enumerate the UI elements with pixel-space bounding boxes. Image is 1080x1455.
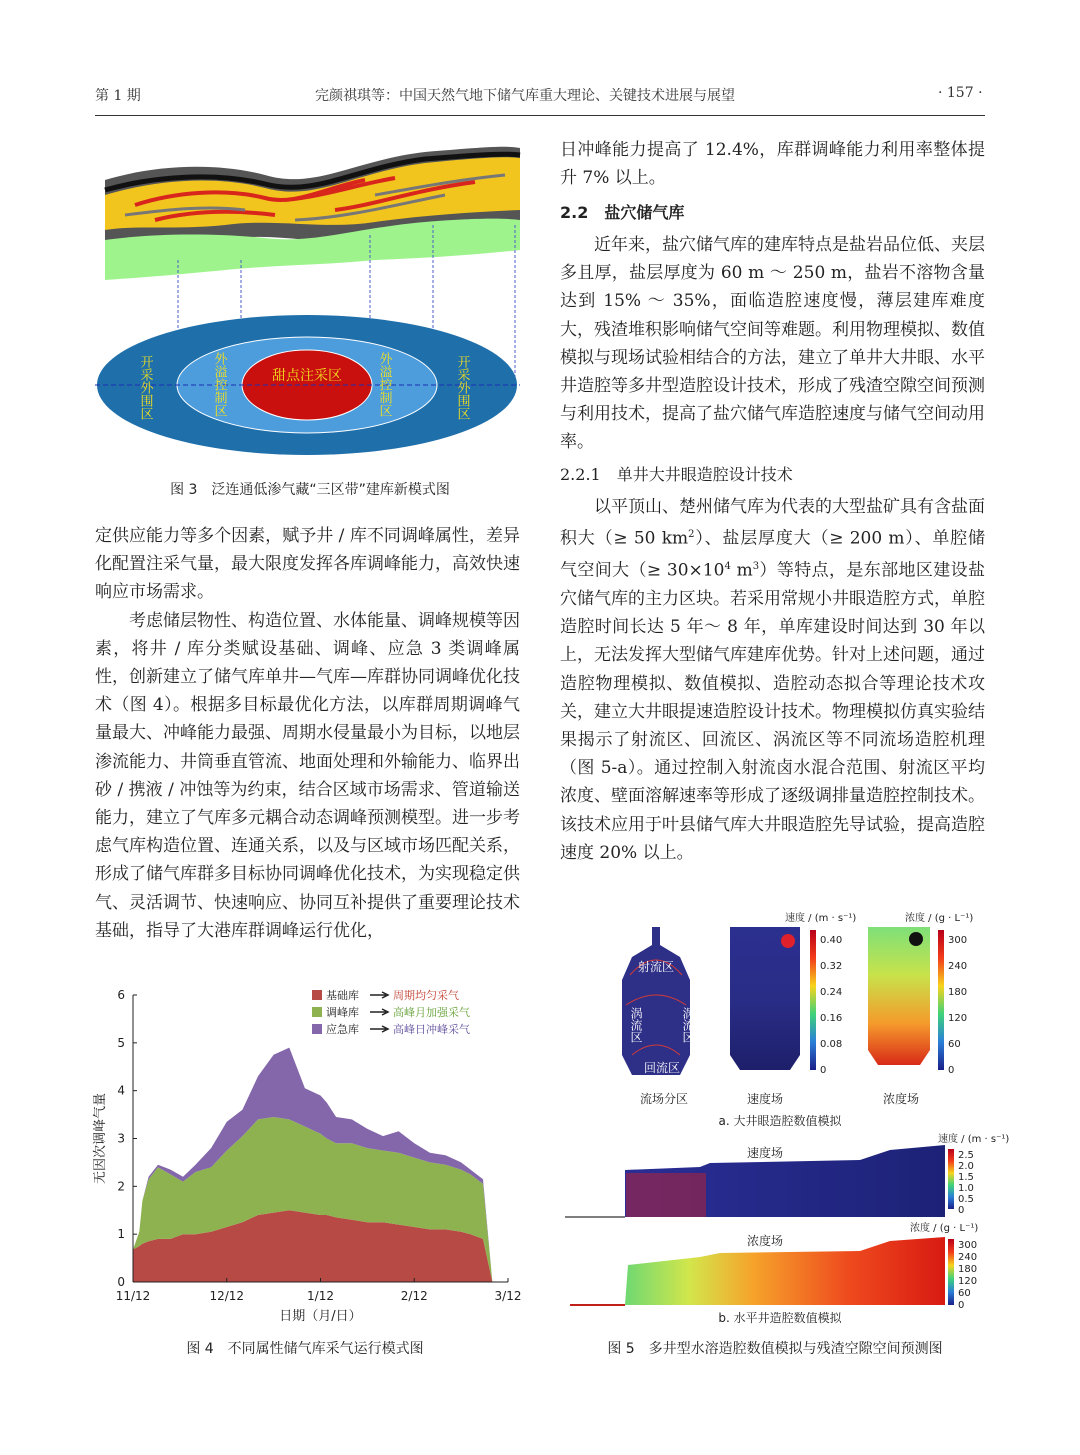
colorbar-tick: 240 [948, 961, 968, 972]
zone-label-sweet: 甜点注采区 [272, 368, 342, 384]
legend-description: 高峰日冲峰采气 [393, 1023, 470, 1036]
velocity-high-zone [626, 1173, 706, 1217]
legend-description: 周期均匀采气 [393, 989, 459, 1002]
subsection-heading: 2.2.1 单井大井眼造腔设计技术 [560, 465, 793, 484]
header-rule [95, 115, 985, 116]
zone-vortex-left-label: 涡流区 [629, 1007, 643, 1043]
x-tick-label: 11/12 [115, 1289, 151, 1303]
y-tick-label: 0 [117, 1275, 125, 1289]
y-tick-label: 6 [117, 988, 125, 1002]
colorbar-tick: 120 [948, 1013, 968, 1024]
legend-arrow-icon [370, 1009, 388, 1015]
colorbar-tick: 240 [958, 1252, 978, 1263]
colorbar-tick: 0 [958, 1300, 965, 1311]
flow-zone-label: 流场分区 [639, 1092, 689, 1106]
y-axis-label: 无因次调峰气量 [93, 1092, 108, 1185]
colorbar-tick: 60 [958, 1288, 971, 1299]
page-number: · 157 · [938, 85, 983, 101]
colorbar-tick: 300 [958, 1240, 978, 1251]
right-column-text-mid [560, 231, 985, 457]
figure-3-caption: 图 3 泛连通低渗气藏“三区带”建库新模式图 [170, 482, 450, 498]
legend-label: 调峰库 [326, 1006, 359, 1019]
section-heading: 2.2 盐穴储气库 [560, 203, 685, 222]
colorbar-tick: 2.0 [958, 1161, 974, 1172]
y-tick-label: 4 [117, 1083, 125, 1098]
velocity-field-label: 速度场 [746, 1092, 784, 1106]
x-tick-label: 3/12 [494, 1289, 522, 1303]
colorbar-tick: 1.0 [958, 1183, 974, 1194]
velocity-colorbar [810, 930, 816, 1070]
x-axis-label: 日期（月/日） [279, 1309, 362, 1324]
concentration-colorbar [938, 930, 944, 1070]
horizontal-concentration-field [625, 1237, 945, 1305]
paragraph [560, 493, 985, 867]
x-tick-label: 12/12 [209, 1289, 245, 1303]
legend-swatch [312, 1024, 322, 1034]
hconc-title: 浓度场 [746, 1234, 784, 1248]
figure-4-caption: 图 4 不同属性储气库采气运行模式图 [186, 1341, 424, 1357]
legend-arrow-icon [370, 1026, 388, 1032]
legend-label: 应急库 [326, 1023, 359, 1036]
y-tick-label: 1 [117, 1227, 125, 1242]
colorbar-tick: 1.5 [958, 1172, 974, 1183]
fig5a-caption: a. 大井眼造腔数值模拟 [718, 1114, 842, 1128]
right-column-text-top [560, 136, 985, 192]
hvel-unit-label: 速度 / (m · s⁻¹) [938, 1134, 1010, 1145]
text-run: ）等特点，是东部地区建设盐穴储气库的主力区块。若采用常规小井眼造腔方式，单腔造腔时间长达 5 年～ 8 年，单库建设时间达到 30 年以上，无法发挥大型储气库建库优势。针对上述问题，通过造腔物理模拟、数值模拟、造腔动态拟合等理论技术攻关，建立大井眼提速造腔设计技术。物理模拟仿真实验结果揭示了射流区、回流区、涡流区等不同流场造腔机理（图 5-a）。通过控制入射流卤水混合范围、射流区平均浓度、壁面溶解速率等形成了逐级调排量造腔控制技术。该技术应用于叶县储气库大井眼造腔先导试验，提高造腔速度 20% 以上。 [560, 560, 986, 863]
hvel-title: 速度场 [746, 1146, 784, 1160]
zone-vortex-right-label: 涡流区 [681, 1007, 695, 1043]
superscript: 4 [724, 561, 731, 573]
paragraph: 考虑储层物性、构造位置、水体能量、调峰规模等因素，将井 / 库分类赋设基础、调峰、应急 3 类调峰属性，创新建立了储气库单井—气库—库群协同调峰优化技术（图 4）。根据多目标最优化方法，以库群周期调峰气量最大、冲峰能力最强、周期水侵量最小为目标，以地层渗流能力、井筒垂直管流、地面处理和外输能力、临界出砂 / 携液 / 冲蚀等为约束，结合区域市场需求、管道输送能力，建立了气库多元耦合动态调峰预测模型。进一步考虑气库构造位置、连通关系，以及与区域市场匹配关系，形成了储气库群多目标协同调峰优化技术，为实现稳定供气、灵活调节、快速响应、协同互补提供了重要理论技术基础，指导了大港库群调峰运行优化， [95, 610, 520, 941]
figure-4-chart [90, 985, 530, 1330]
y-tick-label: 5 [117, 1035, 125, 1050]
figure-3 [95, 130, 525, 460]
legend-arrow-icon [370, 992, 388, 998]
colorbar-tick: 300 [948, 935, 968, 946]
legend-label: 基础库 [326, 989, 359, 1002]
paragraph: 日冲峰能力提高了 12.4%，库群调峰能力利用率整体提升 7% 以上。 [560, 140, 985, 189]
colorbar-tick: 0.08 [820, 1039, 843, 1050]
right-column-text-bottom [560, 493, 985, 867]
colorbar-tick: 0 [948, 1065, 955, 1076]
legend-swatch [312, 990, 322, 1000]
colorbar-tick: 60 [948, 1039, 961, 1050]
colorbar-tick: 0.16 [820, 1013, 843, 1024]
velocity-cavern [730, 927, 800, 1070]
fig5b-caption: b. 水平井造腔数值模拟 [718, 1311, 842, 1325]
issue-number: 第 1 期 [95, 88, 141, 104]
colorbar-tick: 0.40 [820, 935, 843, 946]
legend-swatch [312, 1007, 322, 1017]
colorbar-tick: 0 [820, 1065, 827, 1076]
legend-description: 高峰月加强采气 [393, 1006, 470, 1019]
hvel-colorbar [948, 1149, 954, 1209]
superscript: 2 [688, 529, 695, 541]
figure-5 [560, 905, 1010, 1330]
zone-label-overflow-right: 外溢控制区 [376, 352, 392, 417]
concentration-cavern [868, 927, 930, 1065]
velocity-unit-label: 速度 / (m · s⁻¹) [785, 913, 857, 924]
y-tick-label: 2 [117, 1179, 125, 1194]
colorbar-tick: 0.32 [820, 961, 843, 972]
concentration-hotspot [909, 932, 923, 946]
zone-label-outer-right: 开采外围区 [454, 355, 470, 420]
colorbar-tick: 120 [958, 1276, 978, 1287]
zone-return-label: 回流区 [643, 1061, 681, 1075]
colorbar-tick: 2.5 [958, 1150, 974, 1161]
figure-5-caption: 图 5 多井型水溶造腔数值模拟与残渣空隙空间预测图 [607, 1341, 943, 1357]
superscript: 3 [752, 561, 760, 573]
concentration-unit-label: 浓度 / (g · L⁻¹) [905, 913, 974, 924]
colorbar-tick: 0.5 [958, 1194, 974, 1205]
paragraph: 定供应能力等多个因素，赋予井 / 库不同调峰属性，差异化配置注采气量，最大限度发挥各库调峰能力，高效快速响应市场需求。 [95, 526, 520, 603]
x-tick-label: 1/12 [307, 1289, 334, 1303]
colorbar-tick: 180 [948, 987, 968, 998]
velocity-hotspot [781, 934, 795, 948]
running-title: 完颜祺琪等：中国天然气地下储气库重大理论、关键技术进展与展望 [315, 88, 735, 104]
hconc-unit-label: 浓度 / (g · L⁻¹) [910, 1223, 979, 1234]
text-run: m [730, 560, 753, 581]
hconc-colorbar [948, 1239, 954, 1305]
x-tick-label: 2/12 [400, 1289, 428, 1303]
text-run: ）、盐层厚度大（≥ 200 m）、单腔储气空间大（≥ 30×10 [560, 528, 986, 581]
colorbar-tick: 180 [958, 1264, 978, 1275]
concentration-field-label: 浓度场 [882, 1092, 920, 1106]
colorbar-tick: 0 [958, 1205, 965, 1216]
zone-jet-label: 射流区 [637, 960, 675, 974]
y-tick-label: 3 [117, 1131, 125, 1146]
paragraph: 近年来，盐穴储气库的建库特点是盐岩品位低、夹层多且厚，盐层厚度为 60 m ～ 250 m，盐岩不溶物含量达到 15% ～ 35%，面临造腔速度慢，薄层建库难度大，残渣堆积影响储气空间等难题。利用物理模拟、数值模拟与现场试验相结合的方法，建立了单井大井眼、水平井造腔等多井型造腔设计技术，形成了残渣空隙空间预测与利用技术，提高了盐穴储气库造腔速度与储气空间动用率。 [560, 235, 985, 453]
zone-label-outer-left: 开采外围区 [137, 355, 153, 420]
zone-label-overflow-left: 外溢控制区 [211, 352, 227, 417]
left-column-text [95, 522, 520, 945]
text-run: 以平顶山、楚州储气库为代表的大型盐矿具有含盐面积大（≥ 50 km [560, 497, 985, 549]
colorbar-tick: 0.24 [820, 987, 843, 998]
